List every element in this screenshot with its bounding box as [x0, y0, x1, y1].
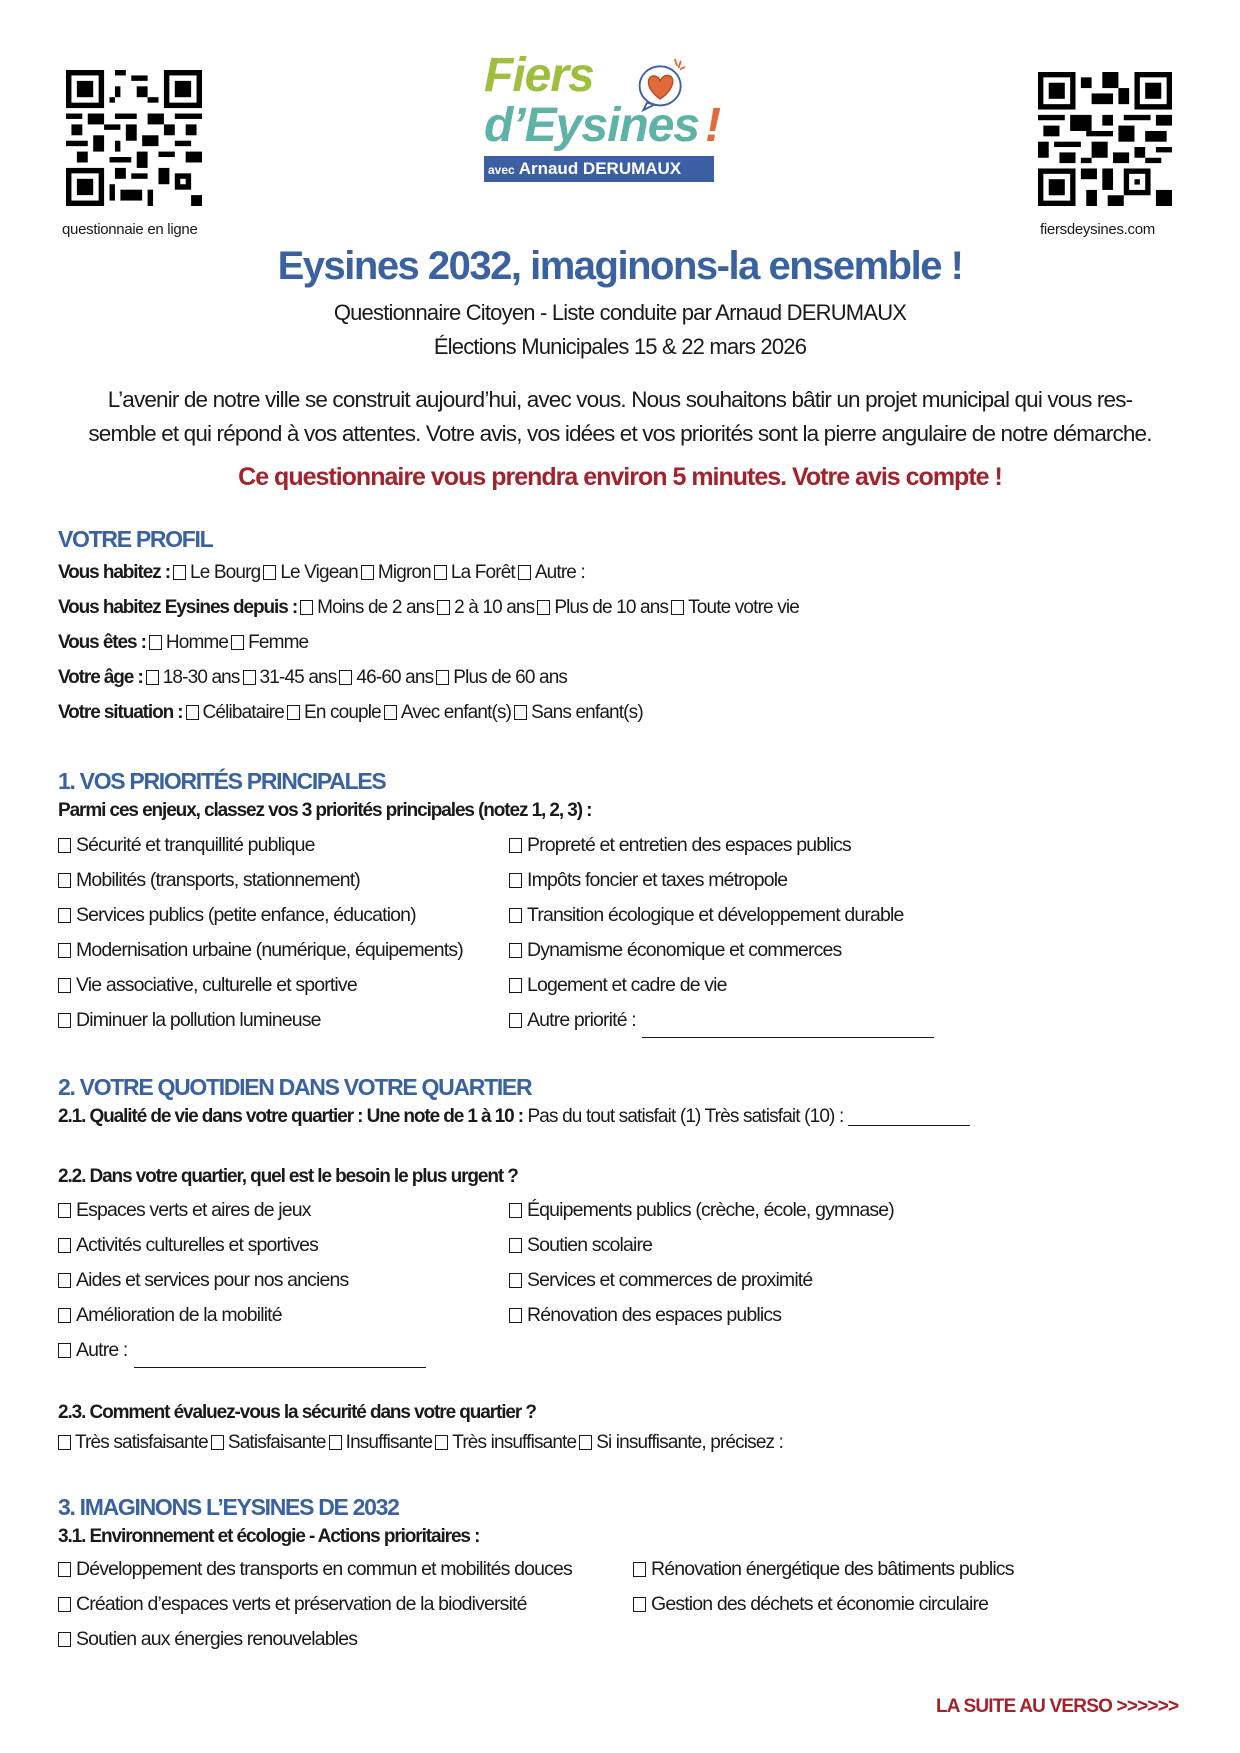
checkbox[interactable] [537, 600, 550, 615]
securite-option-label: Très insuffisante [452, 1432, 577, 1453]
page-title: Eysines 2032, imaginons-la ensemble ! [277, 244, 963, 288]
priorite-option-label: Autre priorité : [527, 1009, 636, 1031]
profil-option-label: Femme [248, 632, 309, 653]
profil-row [58, 632, 308, 654]
ecologie-option[interactable] [58, 1558, 572, 1581]
duration-notice: Ce questionnaire vous prendra environ 5 minutes. Votre avis compte ! [238, 463, 1002, 491]
checkbox[interactable] [509, 1308, 522, 1323]
section-title-priorites: 1. VOS PRIORITÉS PRINCIPALES [58, 768, 386, 794]
profil-option-label: Moins de 2 ans [317, 597, 435, 618]
ecologie-option[interactable] [633, 1558, 1014, 1581]
qr-code-icon [66, 70, 202, 206]
question-2-1-scale: Pas du tout satisfait (1) Très satisfait (10) : [527, 1106, 844, 1127]
priorite-option[interactable] [58, 834, 315, 857]
checkbox[interactable] [300, 600, 313, 615]
checkbox[interactable] [509, 978, 522, 993]
logo-eysines-text: d’Eysines [484, 99, 700, 152]
securite-option-label: Si insuffisante, précisez : [596, 1432, 784, 1453]
verso-link[interactable]: LA SUITE AU VERSO >>>>>> [936, 1696, 1179, 1717]
besoin-option[interactable] [58, 1339, 426, 1368]
question-2-1-label: 2.1. Qualité de vie dans votre quartier : Une note de 1 à 10 : [58, 1106, 524, 1127]
ecologie-option[interactable] [633, 1593, 988, 1616]
profil-option-label: En couple [304, 702, 381, 723]
checkbox[interactable] [173, 565, 186, 580]
checkbox[interactable] [509, 1013, 522, 1028]
profil-option-label: Migron [377, 562, 431, 583]
checkbox[interactable] [149, 635, 162, 650]
question-priorites [58, 800, 591, 822]
besoin-option-label: Rénovation des espaces publics [527, 1304, 782, 1326]
priorite-option[interactable] [509, 869, 787, 892]
checkbox[interactable] [58, 838, 71, 853]
profil-row-label: Vous habitez Eysines depuis : [58, 597, 298, 618]
checkbox[interactable] [58, 1308, 71, 1323]
ecologie-option[interactable] [58, 1593, 527, 1616]
profil-option-label: 31-45 ans [259, 667, 337, 688]
besoin-option-label: Services et commerces de proximité [527, 1269, 813, 1291]
checkbox[interactable] [58, 978, 71, 993]
checkbox[interactable] [509, 838, 522, 853]
profil-row [58, 702, 643, 724]
profil-row [58, 597, 799, 619]
section-title-profil: VOTRE PROFIL [58, 526, 213, 552]
ecologie-option-label: Création d’espaces verts et préservation de la biodiversité [76, 1593, 527, 1615]
priorite-option-label: Modernisation urbaine (numérique, équipements) [76, 939, 463, 961]
besoin-option-label: Aides et services pour nos anciens [76, 1269, 349, 1291]
ecologie-option-label: Développement des transports en commun et mobilités douces [76, 1558, 572, 1580]
profil-option-label: Sans enfant(s) [531, 702, 643, 723]
priorite-option[interactable] [509, 904, 903, 927]
profil-option-label: 18-30 ans [162, 667, 240, 688]
logo-band [484, 156, 714, 182]
subtitle-elections: Élections Municipales 15 & 22 mars 2026 [433, 334, 807, 359]
checkbox[interactable] [58, 1435, 71, 1450]
checkbox[interactable] [509, 1203, 522, 1218]
priorite-option-label: Propreté et entretien des espaces publics [527, 834, 851, 856]
logo-exclamation: ! [705, 99, 721, 152]
profil-option-label: Autre : [534, 562, 585, 583]
checkbox[interactable] [287, 705, 300, 720]
subtitle-list: Questionnaire Citoyen - Liste conduite par Arnaud DERUMAUX [333, 300, 907, 325]
besoin-option-label: Autre : [76, 1339, 128, 1361]
profil-option-label: Le Bourg [189, 562, 261, 583]
checkbox[interactable] [579, 1435, 592, 1450]
besoin-option[interactable] [58, 1199, 311, 1222]
priorite-option[interactable] [58, 974, 357, 997]
besoin-option[interactable] [509, 1304, 781, 1327]
logo-fiers: Fiers [484, 49, 594, 102]
intro-line-2: semble et qui répond à vos attentes. Votre avis, vos idées et vos priorités sont la pierre angulaire de notre démarche. [88, 421, 1152, 446]
qr-left-caption: questionnaie en ligne [62, 221, 198, 238]
checkbox[interactable] [509, 943, 522, 958]
securite-option-label: Très satisfaisante [75, 1432, 208, 1453]
checkbox[interactable] [361, 565, 374, 580]
autre-besoin-input-line[interactable] [134, 1367, 426, 1368]
checkbox[interactable] [509, 1238, 522, 1253]
priorite-option-label: Mobilités (transports, stationnement) [76, 869, 360, 891]
ecologie-option-label: Gestion des déchets et économie circulaire [651, 1593, 989, 1615]
question-2-2-label: 2.2. Dans votre quartier, quel est le besoin le plus urgent ? [58, 1166, 518, 1187]
besoin-option[interactable] [58, 1304, 282, 1327]
besoin-option-label: Espaces verts et aires de jeux [76, 1199, 311, 1221]
priorite-option-label: Impôts foncier et taxes métropole [527, 869, 788, 891]
checkbox[interactable] [509, 1273, 522, 1288]
priorite-option[interactable] [58, 904, 416, 927]
checkbox[interactable] [211, 1435, 224, 1450]
logo-band-prefix: avec [488, 163, 515, 177]
checkbox[interactable] [58, 1238, 71, 1253]
priorite-option-label: Diminuer la pollution lumineuse [76, 1009, 321, 1031]
checkbox[interactable] [633, 1562, 646, 1577]
checkbox[interactable] [633, 1597, 646, 1612]
checkbox[interactable] [186, 705, 199, 720]
priorite-option[interactable] [58, 1009, 321, 1032]
besoin-option[interactable] [58, 1269, 348, 1292]
profil-row-label: Vous habitez : [58, 562, 170, 583]
checkbox[interactable] [58, 873, 71, 888]
checkbox[interactable] [58, 1013, 71, 1028]
question-priorites-text: Parmi ces enjeux, classez vos 3 priorités principales (notez 1, 2, 3) : [58, 800, 592, 821]
checkbox[interactable] [434, 565, 447, 580]
profil-row-label: Votre situation : [58, 702, 183, 723]
besoin-option-label: Équipements publics (crèche, école, gymnase) [527, 1199, 894, 1221]
profil-option-label: Célibataire [202, 702, 284, 723]
qr-code-questionnaire[interactable] [66, 70, 202, 206]
besoin-option-label: Soutien scolaire [527, 1234, 653, 1256]
question-2-3 [58, 1402, 536, 1424]
checkbox[interactable] [263, 565, 276, 580]
checkbox[interactable] [58, 1562, 71, 1577]
campaign-logo [484, 50, 724, 186]
profil-option-label: Plus de 10 ans [554, 597, 669, 618]
checkbox[interactable] [329, 1435, 342, 1450]
priorite-option-label: Dynamisme économique et commerces [527, 939, 842, 961]
checkbox[interactable] [509, 908, 522, 923]
ecologie-option-label: Rénovation énergétique des bâtiments publics [651, 1558, 1014, 1580]
checkbox[interactable] [146, 670, 159, 685]
priorite-option-label: Sécurité et tranquillité publique [76, 834, 315, 856]
profil-option-label: 46-60 ans [356, 667, 434, 688]
checkbox[interactable] [339, 670, 352, 685]
checkbox[interactable] [58, 943, 71, 958]
profil-option-label: Plus de 60 ans [453, 667, 568, 688]
checkbox[interactable] [58, 1343, 71, 1358]
checkbox[interactable] [58, 1273, 71, 1288]
question-3-1-label: 3.1. Environnement et écologie - Actions prioritaires : [58, 1526, 480, 1547]
profil-row-label: Votre âge : [58, 667, 143, 688]
profil-row [58, 667, 567, 689]
besoin-option[interactable] [509, 1269, 812, 1292]
profil-option-label: Homme [165, 632, 229, 653]
profil-row-label: Vous êtes : [58, 632, 146, 653]
question-2-1 [58, 1106, 970, 1128]
profil-row [58, 562, 585, 584]
profil-option-label: Le Vigean [280, 562, 358, 583]
checkbox[interactable] [58, 1203, 71, 1218]
priorite-option-label: Transition écologique et développement durable [527, 904, 904, 926]
checkbox[interactable] [437, 600, 450, 615]
priorite-option-label: Logement et cadre de vie [527, 974, 727, 996]
qr-code-website[interactable] [1038, 72, 1172, 206]
checkbox[interactable] [243, 670, 256, 685]
priorite-option-label: Vie associative, culturelle et sportive [76, 974, 357, 996]
question-2-3-label: 2.3. Comment évaluez-vous la sécurité dans votre quartier ? [58, 1402, 536, 1423]
intro-line-1: L’avenir de notre ville se construit aujourd’hui, avec vous. Nous souhaitons bâtir un projet municipal qui vous res- [107, 387, 1133, 412]
securite-option-label: Satisfaisante [227, 1432, 326, 1453]
securite-option-label: Insuffisante [345, 1432, 433, 1453]
priorite-option[interactable] [58, 869, 360, 892]
priorite-option[interactable] [509, 939, 841, 962]
securite-options [58, 1432, 783, 1454]
checkbox[interactable] [58, 908, 71, 923]
checkbox[interactable] [671, 600, 684, 615]
autre-priorite-input-line[interactable] [642, 1037, 934, 1038]
question-2-2 [58, 1166, 518, 1188]
checkbox[interactable] [231, 635, 244, 650]
qr-code-icon [1038, 72, 1172, 206]
besoin-option[interactable] [509, 1234, 652, 1257]
checkbox[interactable] [58, 1597, 71, 1612]
profil-option-label: 2 à 10 ans [454, 597, 535, 618]
checkbox[interactable] [384, 705, 397, 720]
priorite-option[interactable] [58, 939, 463, 962]
priorite-option[interactable] [509, 1009, 934, 1038]
priorite-option[interactable] [509, 834, 851, 857]
checkbox[interactable] [58, 1632, 71, 1647]
question-3-1 [58, 1526, 479, 1548]
besoin-option-label: Activités culturelles et sportives [76, 1234, 319, 1256]
section-title-2032: 3. IMAGINONS L’EYSINES DE 2032 [58, 1494, 399, 1520]
qr-right-caption: fiersdeysines.com [1040, 221, 1155, 238]
besoin-option-label: Amélioration de la mobilité [76, 1304, 282, 1326]
checkbox[interactable] [514, 705, 527, 720]
checkbox[interactable] [435, 1435, 448, 1450]
section-title-quotidien: 2. VOTRE QUOTIDIEN DANS VOTRE QUARTIER [58, 1074, 532, 1100]
ecologie-option[interactable] [58, 1628, 357, 1651]
logo-eysines [484, 100, 720, 152]
profil-option-label: La Forêt [450, 562, 515, 583]
checkbox[interactable] [509, 873, 522, 888]
checkbox[interactable] [518, 565, 531, 580]
besoin-option[interactable] [509, 1199, 894, 1222]
profil-option-label: Toute votre vie [688, 597, 799, 618]
priorite-option-label: Services publics (petite enfance, éducation) [76, 904, 416, 926]
logo-band-name: Arnaud DERUMAUX [518, 159, 682, 178]
profil-option-label: Avec enfant(s) [400, 702, 512, 723]
priorite-option[interactable] [509, 974, 727, 997]
checkbox[interactable] [436, 670, 449, 685]
besoin-option[interactable] [58, 1234, 318, 1257]
rating-input-line[interactable] [848, 1125, 970, 1126]
ecologie-option-label: Soutien aux énergies renouvelables [76, 1628, 358, 1650]
